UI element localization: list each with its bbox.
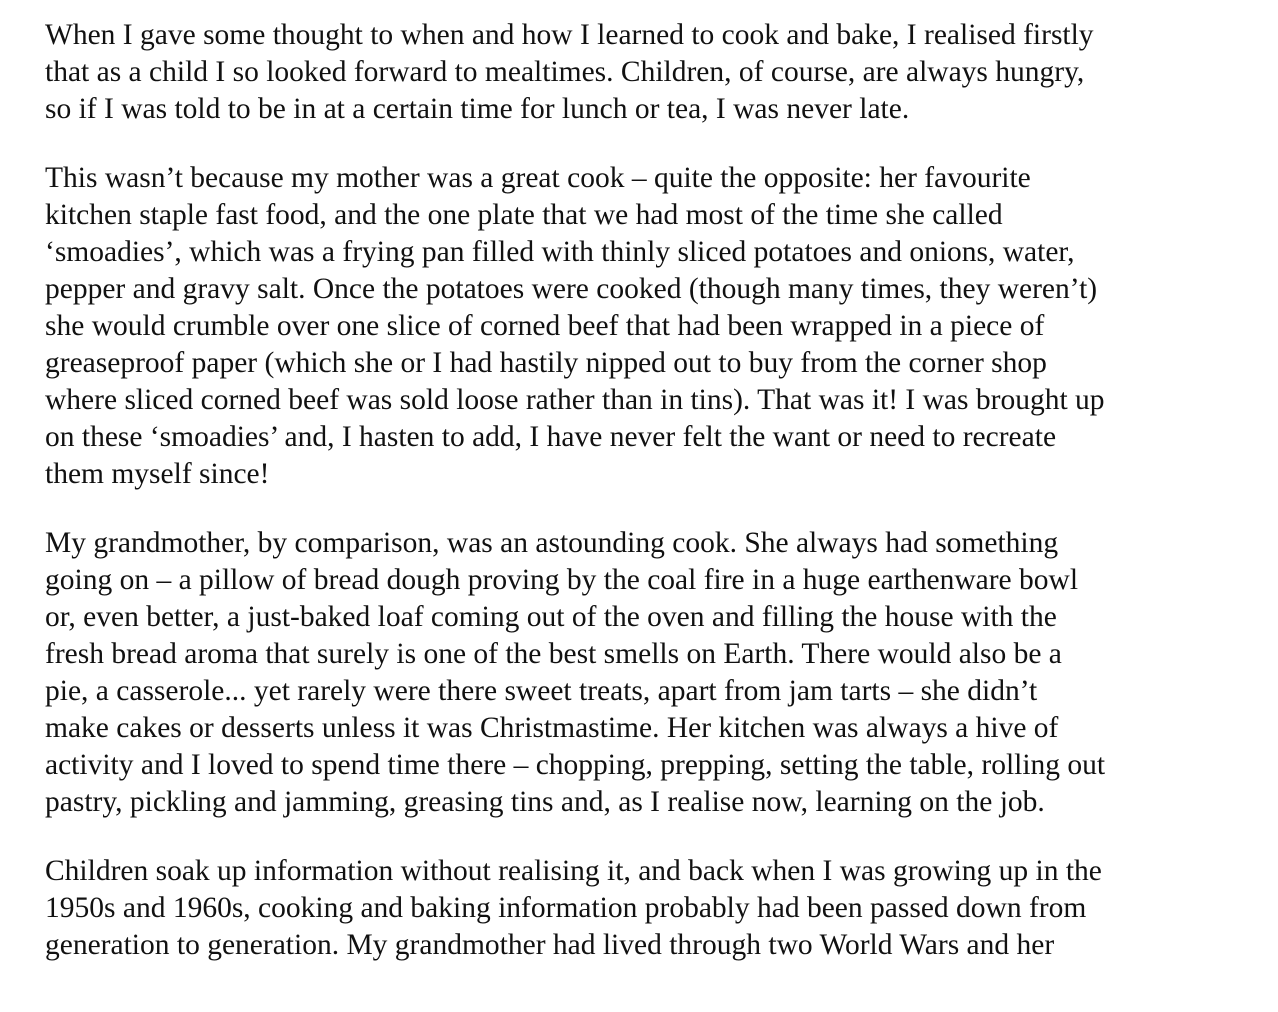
paragraph-2: [45, 160, 1238, 493]
text-line: make cakes or desserts unless it was Christmastime. Her kitchen was always a hive of: [45, 712, 1059, 744]
text-line: pie, a casserole... yet rarely were there sweet treats, apart from jam tarts – she didn’t: [45, 675, 1038, 707]
text-line: fresh bread aroma that surely is one of the best smells on Earth. There would also be a: [45, 638, 1062, 670]
text-line: generation to generation. My grandmother had lived through two World Wars and her: [45, 929, 1055, 961]
text-line: This wasn’t because my mother was a great cook – quite the opposite: her favourite: [45, 162, 1031, 194]
text-line: activity and I loved to spend time there – chopping, prepping, setting the table, rolling out: [45, 749, 1106, 781]
text-line: ‘smoadies’, which was a frying pan filled with thinly sliced potatoes and onions, water,: [45, 236, 1075, 268]
text-line: that as a child I so looked forward to mealtimes. Children, of course, are always hungry,: [45, 56, 1085, 88]
text-line: she would crumble over one slice of corned beef that had been wrapped in a piece of: [45, 310, 1045, 342]
text-line: 1950s and 1960s, cooking and baking information probably had been passed down from: [45, 892, 1087, 924]
text-line: greaseproof paper (which she or I had hastily nipped out to buy from the corner shop: [45, 347, 1047, 379]
text-line: pastry, pickling and jamming, greasing tins and, as I realise now, learning on the job.: [45, 786, 1045, 818]
text-line: them myself since!: [45, 458, 270, 490]
text-line: Children soak up information without realising it, and back when I was growing up in the: [45, 855, 1102, 887]
paragraph-3: [45, 525, 1238, 821]
text-line: going on – a pillow of bread dough proving by the coal fire in a huge earthenware bowl: [45, 564, 1079, 596]
paragraph-1: [45, 17, 1238, 128]
text-line: pepper and gravy salt. Once the potatoes were cooked (though many times, they weren’t): [45, 273, 1098, 305]
paragraph-4: [45, 853, 1238, 964]
text-line: or, even better, a just-baked loaf coming out of the oven and filling the house with the: [45, 601, 1057, 633]
text-line: kitchen staple fast food, and the one plate that we had most of the time she called: [45, 199, 1003, 231]
text-line: where sliced corned beef was sold loose rather than in tins). That was it! I was brought up: [45, 384, 1105, 416]
text-line: on these ‘smoadies’ and, I hasten to add, I have never felt the want or need to recreate: [45, 421, 1057, 453]
text-line: My grandmother, by comparison, was an astounding cook. She always had something: [45, 527, 1059, 559]
text-line: When I gave some thought to when and how I learned to cook and bake, I realised firstly: [45, 19, 1094, 51]
text-line: so if I was told to be in at a certain time for lunch or tea, I was never late.: [45, 93, 910, 125]
